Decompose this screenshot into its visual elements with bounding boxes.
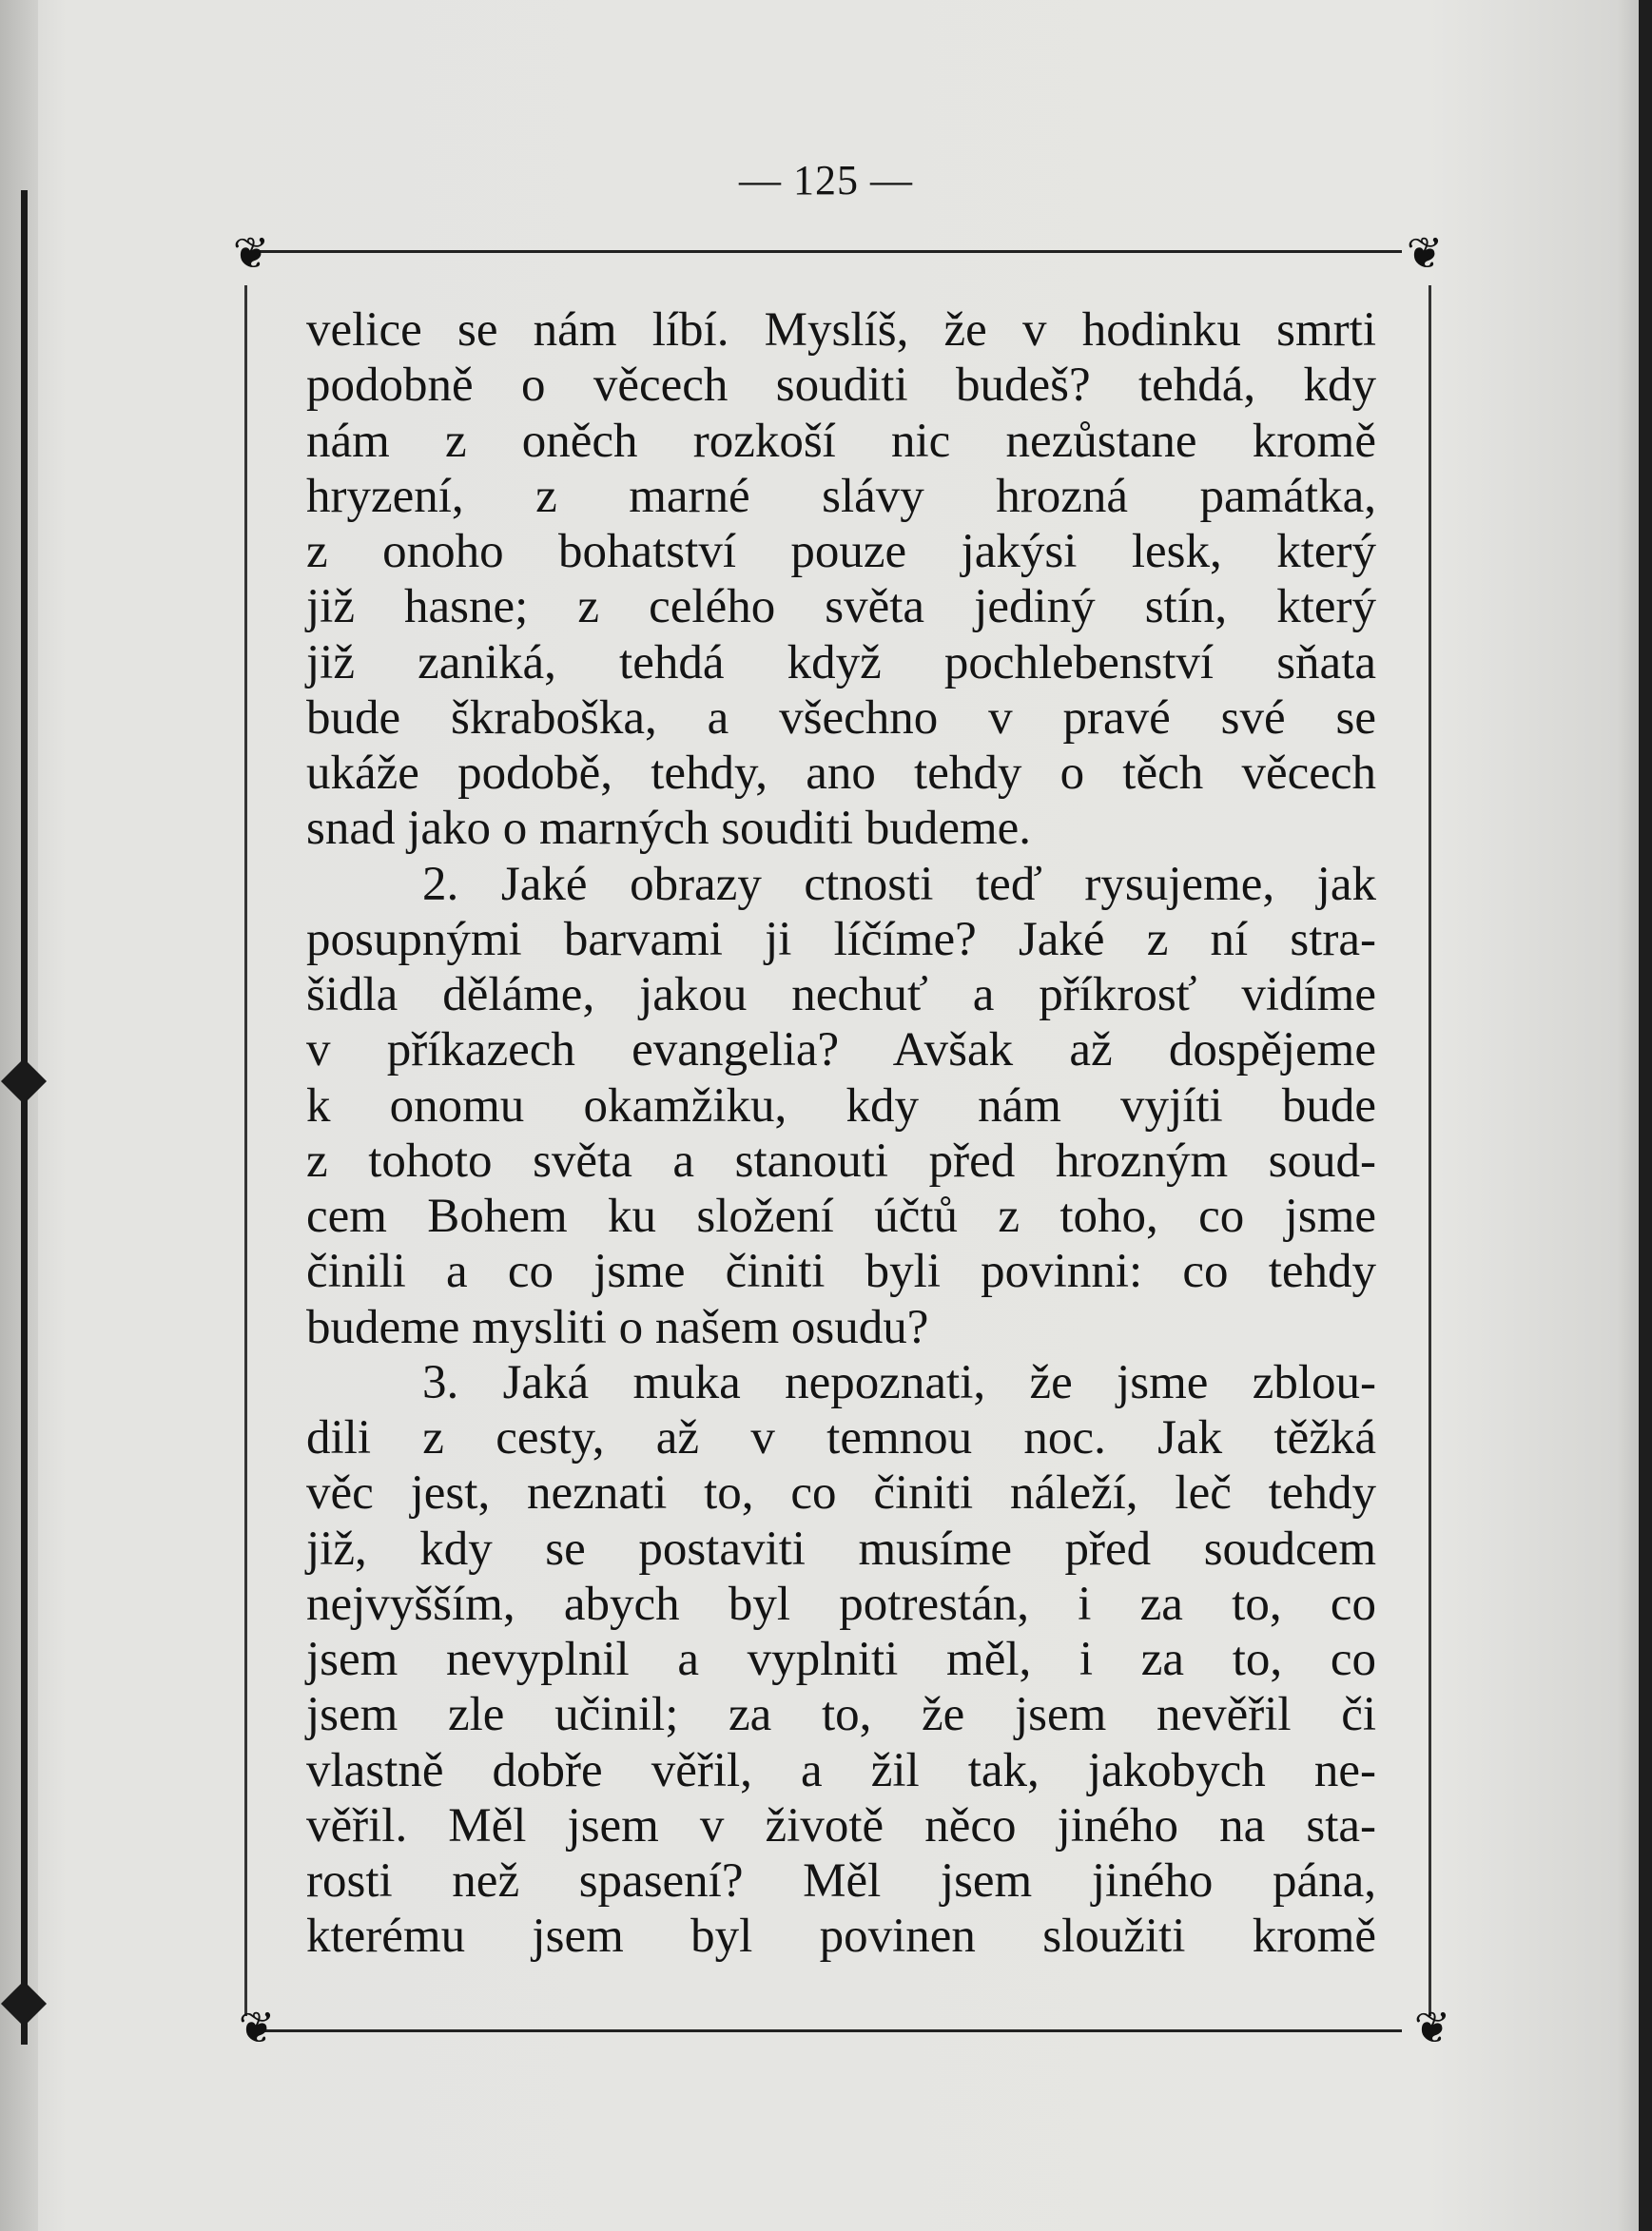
text-line: nám z oněch rozkoší nic nezůstane kromě <box>306 414 1376 468</box>
text-line: jsem nevyplnil a vyplniti měl, i za to, co <box>306 1633 1376 1686</box>
text-line: v příkazech evangelia? Avšak až dospějeme <box>306 1023 1376 1077</box>
text-line: z onoho bohatství pouze jakýsi lesk, který <box>306 525 1376 578</box>
corner-ornament-icon: ❦ <box>1413 2002 1451 2053</box>
corner-ornament-icon: ❦ <box>1406 227 1444 279</box>
text-line: podobně o věcech souditi budeš? tehdá, kdy <box>306 359 1376 413</box>
frame-left-rule <box>244 285 247 2016</box>
text-line: z tohoto světa a stanouti před hrozným soud- <box>306 1134 1376 1188</box>
text-line: budeme mysliti o našem osudu? <box>306 1300 929 1354</box>
corner-ornament-icon: ❦ <box>232 227 270 279</box>
text-line: již, kdy se postaviti musíme před soudcem <box>306 1522 1376 1576</box>
page-number: — 125 — <box>739 157 913 204</box>
text-line: posupnými barvami ji líčíme? Jaké z ní stra- <box>306 912 1376 966</box>
text-line: věc jest, neznati to, co činiti náleží, leč tehdy <box>306 1466 1376 1521</box>
text-line: již zaniká, tehdá když pochlebenství sňata <box>306 635 1376 689</box>
text-line: k onomu okamžiku, kdy nám vyjíti bude <box>306 1078 1376 1133</box>
text-line: již hasne; z celého světa jediný stín, který <box>306 580 1376 634</box>
text-line: 2. Jaké obrazy ctnosti teď rysujeme, jak <box>422 857 1376 911</box>
spine-binding-line <box>21 190 28 2045</box>
frame-right-rule <box>1428 285 1431 2016</box>
frame-top-rule <box>259 250 1402 253</box>
text-line: 3. Jaká muka nepoznati, že jsme zblou- <box>422 1355 1376 1409</box>
text-line: cem Bohem ku složení účtů z toho, co jsme <box>306 1190 1376 1243</box>
spine-binding-node <box>1 1058 47 1104</box>
page-right-edge <box>1639 0 1652 2231</box>
text-line: jsem zle učinil; za to, že jsem nevěřil či <box>306 1688 1376 1742</box>
frame-bottom-rule <box>259 2029 1402 2032</box>
text-line: rosti než spasení? Měl jsem jiného pána, <box>306 1854 1376 1908</box>
text-line: ukáže podobě, tehdy, ano tehdy o těch věcech <box>306 747 1376 800</box>
book-spine <box>0 0 38 2231</box>
body-text <box>306 302 1376 1965</box>
text-line: bude škraboška, a všechno v pravé své se <box>306 690 1376 745</box>
spine-binding-node <box>1 1981 47 2027</box>
text-line: kterému jsem byl povinen sloužiti kromě <box>306 1910 1376 1964</box>
text-line: dili z cesty, až v temnou noc. Jak těžká <box>306 1411 1376 1465</box>
text-line: šidla děláme, jakou nechuť a příkrosť vidíme <box>306 968 1376 1021</box>
corner-ornament-icon: ❦ <box>238 2002 276 2053</box>
text-line: věřil. Měl jsem v životě něco jiného na sta- <box>306 1798 1376 1853</box>
text-line: velice se nám líbí. Myslíš, že v hodinku smrti <box>306 303 1376 357</box>
text-line: činili a co jsme činiti byli povinni: co tehdy <box>306 1245 1376 1299</box>
text-line: snad jako o marných souditi budeme. <box>306 802 1032 856</box>
text-line: vlastně dobře věřil, a žil tak, jakobych ne- <box>306 1743 1376 1797</box>
text-line: hryzení, z marné slávy hrozná památka, <box>306 469 1376 523</box>
text-line: nejvyšším, abych byl potrestán, i za to, co <box>306 1577 1376 1631</box>
